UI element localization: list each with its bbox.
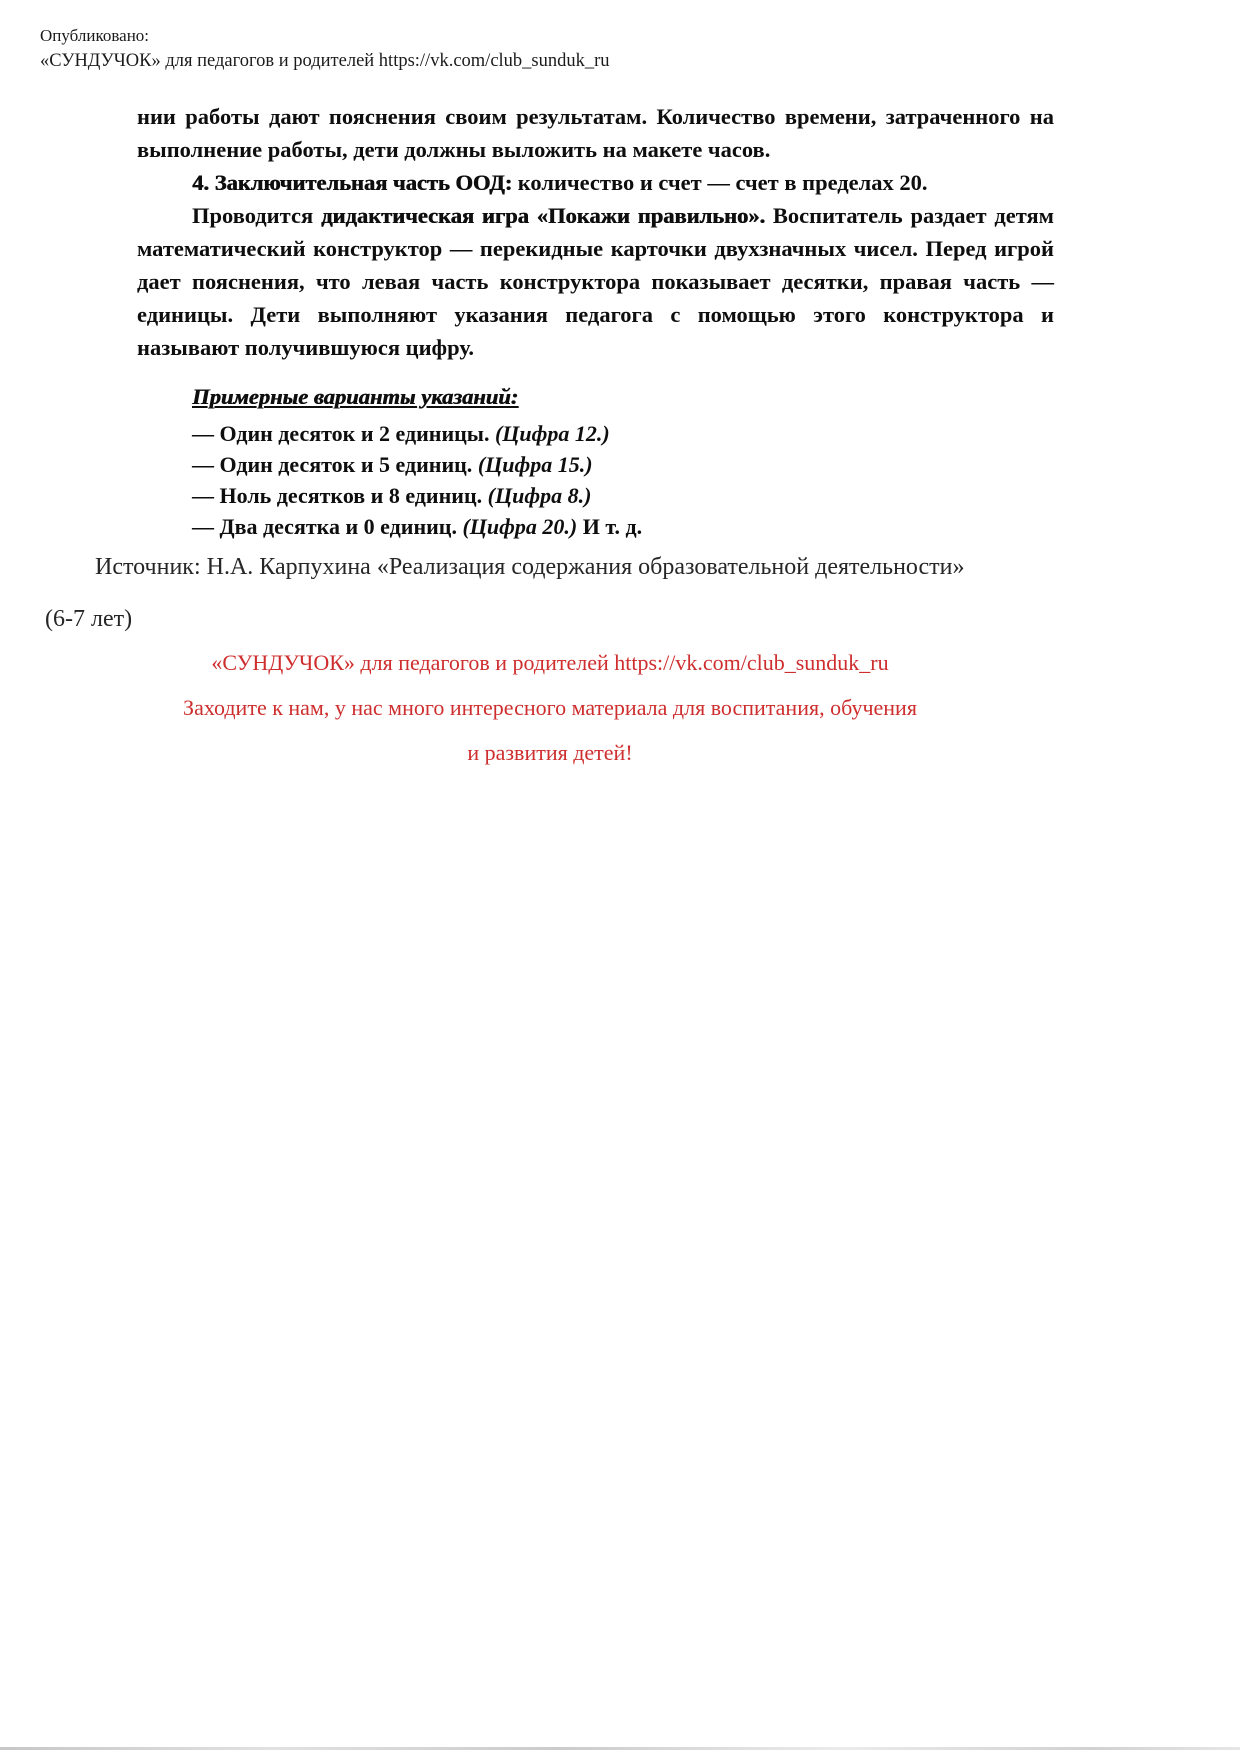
game-title: дидактическая игра «Покажи правильно». [320,203,766,228]
scan-edge-artifact [0,1747,1240,1750]
variants-heading: Примерные варианты указаний: [192,384,519,409]
variant-item [192,418,1054,449]
published-label: Опубликовано: [40,26,150,45]
variant-text: — Один десяток и 2 единицы. [192,421,495,446]
paragraph-continuation: нии работы дают пояснения своим результатам. Количество времени, затраченного на выполнение работы, дети должны выложить на макете часов. [137,104,1054,162]
variant-item [192,511,1054,542]
promo-footer [45,648,1055,783]
publisher-source-line: «СУНДУЧОК» для педагогов и родителей https://vk.com/club_sunduk_ru [40,51,610,71]
variants-section [192,380,1054,542]
variant-tail: И т. д. [577,514,643,539]
item-4-title: Заключительная часть ООД: [214,170,513,195]
item-4-text: количество и счет — счет в пределах 20. [512,170,928,195]
variant-text: — Один десяток и 5 единиц. [192,452,478,477]
item-4-number: 4. [192,170,209,195]
variant-text: — Два десятка и 0 единиц. [192,514,463,539]
source-age-range: (6-7 лет) [45,606,133,632]
variant-digit: (Цифра 15.) [477,452,593,477]
main-text-block [137,100,1054,542]
variant-digit: (Цифра 8.) [487,483,592,508]
source-attribution [45,552,1055,634]
variant-item [192,480,1054,511]
promo-invite-line: Заходите к нам, у нас много интересного материала для воспитания, обучения [183,695,917,720]
paragraph-game-rest: Воспитатель раздает детям математический конструктор — перекидные карточки двухзначных чисел. Перед игрой дает пояснения, что левая часть конструктора показывает десятки, правая часть — единицы. Дети выполняют указания педагога с помощью этого конструктора и называют получившуюся цифру. [137,203,1054,360]
list-item-4 [137,166,1054,199]
promo-club-line: «СУНДУЧОК» для педагогов и родителей https://vk.com/club_sunduk_ru [211,650,889,675]
variant-item [192,449,1054,480]
source-line: Источник: Н.А. Карпухина «Реализация содержания образовательной деятельности» [95,554,965,580]
publication-header [40,24,610,74]
promo-invite-line-2: и развития детей! [467,740,633,765]
variant-digit: (Цифра 20.) [462,514,578,539]
variant-digit: (Цифра 12.) [494,421,610,446]
paragraph-game [137,199,1054,364]
variant-text: — Ноль десятков и 8 единиц. [192,483,488,508]
paragraph-game-lead: Проводится [192,203,321,228]
